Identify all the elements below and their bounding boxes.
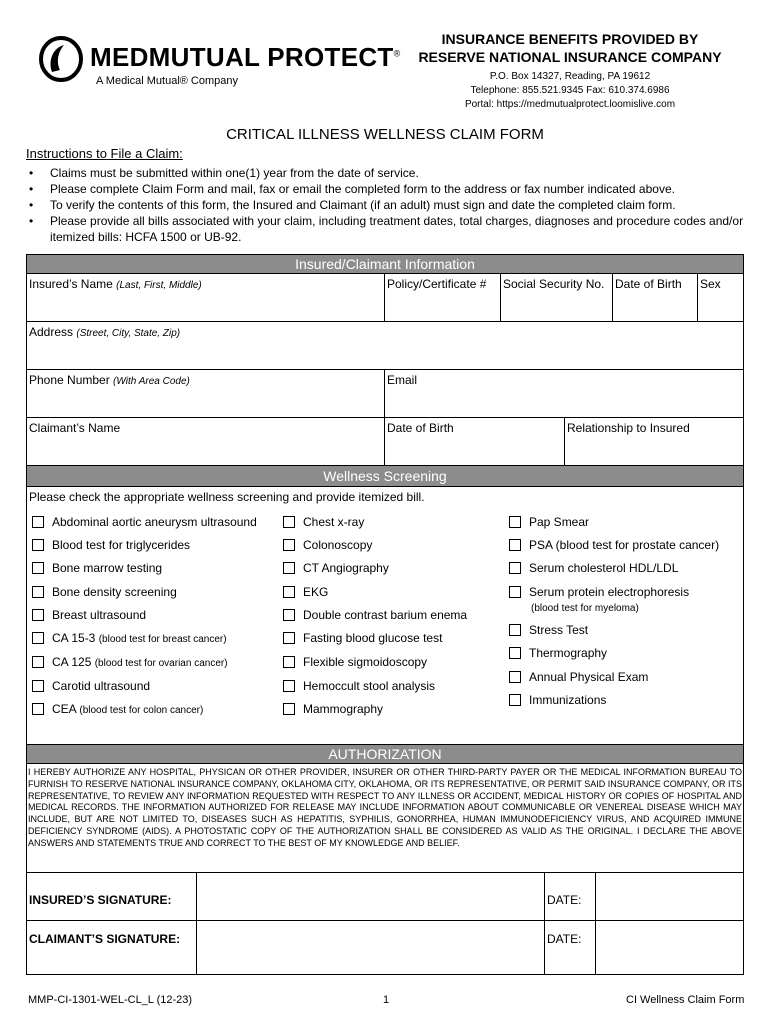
footer-form-name: CI Wellness Claim Form: [626, 994, 745, 1006]
page-number: 1: [383, 994, 390, 1006]
divider: [500, 273, 501, 321]
divider: [384, 273, 385, 321]
claimant-signature-label: CLAIMANT’S SIGNATURE:: [29, 932, 181, 946]
divider: [384, 417, 385, 465]
checkbox[interactable]: [283, 516, 295, 528]
authorization-text: I HEREBY AUTHORIZE ANY HOSPITAL, PHYSICAN OR OTHER PROVIDER, INSURER OR OTHER THIRD-PARTY PAYER OR THE MEDICAL INFORMATION BUREAU TO FURNISH TO RESERVE NATIONAL INSURANCE COMPANY, OKLAHOMA CITY, OKLAHOMA, OR ITS REPRESENTATIVE, OR PERMIT SAID INSURANCE COMPANY, OR ITS REPRESENTATIVE, TO REVIEW ANY INFORMATION REQUESTED WITH RESPECT TO ANY ILLNESS OR ACCIDENT, MEDICAL HISTORY OR COPIES OF HOSPITAL AND MEDICAL RECORDS. THE INFORMATION AUTHORIZED FOR RELEASE MAY INCLUDE INFORMATION ABOUT COMMUNICABLE OR VENEREAL DISEASE WHICH MAY INCLUDE, BUT ARE NOT LIMITED TO, DISEASES SUCH AS HEPATITIS, SYPHILIS, GONORRHEA, HUMAN IMMUNODEFICIENCY VIRUS, AND ACQUIRED IMMUNE DEFICIENCY SYNDROME (AIDS). A PHOTOSTATIC COPY OF THE AUTHORIZATION SHALL BE CONSIDERED AS VALID AS THE ORIGINAL. I DECLARE THE ABOVE ANSWERS AND STATEMENTS TRUE AND CORRECT TO THE BEST OF MY KNOWLEDGE AND BELIEF.: [28, 767, 742, 848]
insurer-block: [390, 30, 750, 112]
checkbox[interactable]: [509, 671, 521, 683]
checkbox[interactable]: [509, 539, 521, 551]
checkbox[interactable]: [32, 586, 44, 598]
checkbox[interactable]: [509, 562, 521, 574]
checkbox[interactable]: [32, 703, 44, 715]
insured-signature-label: INSURED’S SIGNATURE:: [29, 893, 172, 907]
claimant-name-label: Claimant’s Name: [29, 421, 121, 435]
checkbox[interactable]: [509, 624, 521, 636]
myeloma-note: (blood test for myeloma): [531, 603, 639, 614]
divider: [26, 417, 744, 418]
divider: [384, 369, 385, 417]
logo-registered-mark: ®: [393, 48, 401, 59]
checkbox[interactable]: [283, 586, 295, 598]
checkbox[interactable]: [283, 609, 295, 621]
instructions-list: [26, 165, 750, 245]
checkbox[interactable]: [32, 562, 44, 574]
policy-label: Policy/Certificate #: [387, 277, 487, 291]
instruction-item: • Please complete Claim Form and mail, fax or email the completed form to the address or fax number indicated above.: [26, 181, 750, 197]
insurer-line-1: INSURANCE BENEFITS PROVIDED BY: [441, 31, 699, 47]
checkbox[interactable]: [509, 516, 521, 528]
checkbox[interactable]: [32, 680, 44, 692]
address-label: Address (Street, City, State, Zip): [29, 325, 181, 339]
checkbox[interactable]: [283, 680, 295, 692]
checkbox[interactable]: [32, 516, 44, 528]
insurer-address: P.O. Box 14327, Reading, PA 19612: [489, 71, 651, 82]
insurer-portal: Portal: https://medmutualprotect.loomislive.com: [464, 99, 676, 110]
divider: [26, 369, 744, 370]
wellness-section-header: Wellness Screening: [27, 466, 743, 486]
checkbox[interactable]: [283, 703, 295, 715]
instruction-item: • Please provide all bills associated with your claim, including treatment dates, total charges, diagnoses and procedure codes and/or itemized bills: HCFA 1500 or UB-92.: [26, 213, 750, 245]
email-label: Email: [387, 373, 418, 387]
relationship-label: Relationship to Insured: [567, 421, 690, 435]
divider: [564, 417, 565, 465]
checkbox[interactable]: [32, 632, 44, 644]
instruction-item: • To verify the contents of this form, the Insured and Claimant (if an adult) must sign and date the completed claim form.: [26, 197, 750, 213]
checkbox[interactable]: [509, 694, 521, 706]
divider: [612, 273, 613, 321]
authorization-section-header: AUTHORIZATION: [27, 745, 743, 763]
insurer-line-2: RESERVE NATIONAL INSURANCE COMPANY: [418, 49, 722, 65]
logo-subtitle: A Medical Mutual® Company: [96, 75, 239, 87]
company-logo: [38, 34, 401, 94]
insured-date-label: DATE:: [547, 893, 582, 907]
checkbox[interactable]: [283, 656, 295, 668]
checkbox[interactable]: [509, 647, 521, 659]
medmutual-logo-icon: [38, 36, 84, 82]
divider: [544, 872, 545, 975]
divider: [697, 273, 698, 321]
checkbox[interactable]: [283, 539, 295, 551]
claimant-section-header: Insured/Claimant Information: [27, 255, 743, 273]
ssn-label: Social Security No.: [503, 277, 605, 291]
form-code: MMP-CI-1301-WEL-CL_L (12-23): [28, 994, 193, 1006]
wellness-instruction: Please check the appropriate wellness screening and provide itemized bill.: [29, 490, 425, 504]
insured-name-label: Insured’s Name (Last, First, Middle): [29, 277, 202, 291]
checkbox[interactable]: [509, 586, 521, 598]
insured-date-field[interactable]: [596, 873, 743, 920]
dob-label: Date of Birth: [615, 277, 682, 291]
sex-label: Sex: [700, 277, 721, 291]
checkbox[interactable]: [283, 632, 295, 644]
insured-signature-field[interactable]: [197, 873, 544, 920]
claimant-signature-field[interactable]: [197, 921, 544, 974]
checkbox[interactable]: [32, 539, 44, 551]
divider: [26, 321, 744, 322]
claimant-date-field[interactable]: [596, 921, 743, 974]
divider: [26, 486, 744, 487]
divider: [26, 273, 744, 274]
claimant-dob-label: Date of Birth: [387, 421, 454, 435]
insurer-phone: Telephone: 855.521.9345 Fax: 610.374.6986: [470, 85, 670, 96]
logo-name: MEDMUTUAL PROTECT: [90, 42, 394, 72]
divider: [26, 763, 744, 764]
checkbox[interactable]: [32, 609, 44, 621]
form-title: CRITICAL ILLNESS WELLNESS CLAIM FORM: [226, 126, 544, 143]
instruction-item: • Claims must be submitted within one(1) year from the date of service.: [26, 165, 750, 181]
checkbox[interactable]: [283, 562, 295, 574]
instructions-title: Instructions to File a Claim:: [26, 146, 183, 161]
checkbox[interactable]: [32, 656, 44, 668]
phone-label: Phone Number (With Area Code): [29, 373, 190, 387]
claimant-date-label: DATE:: [547, 932, 582, 946]
